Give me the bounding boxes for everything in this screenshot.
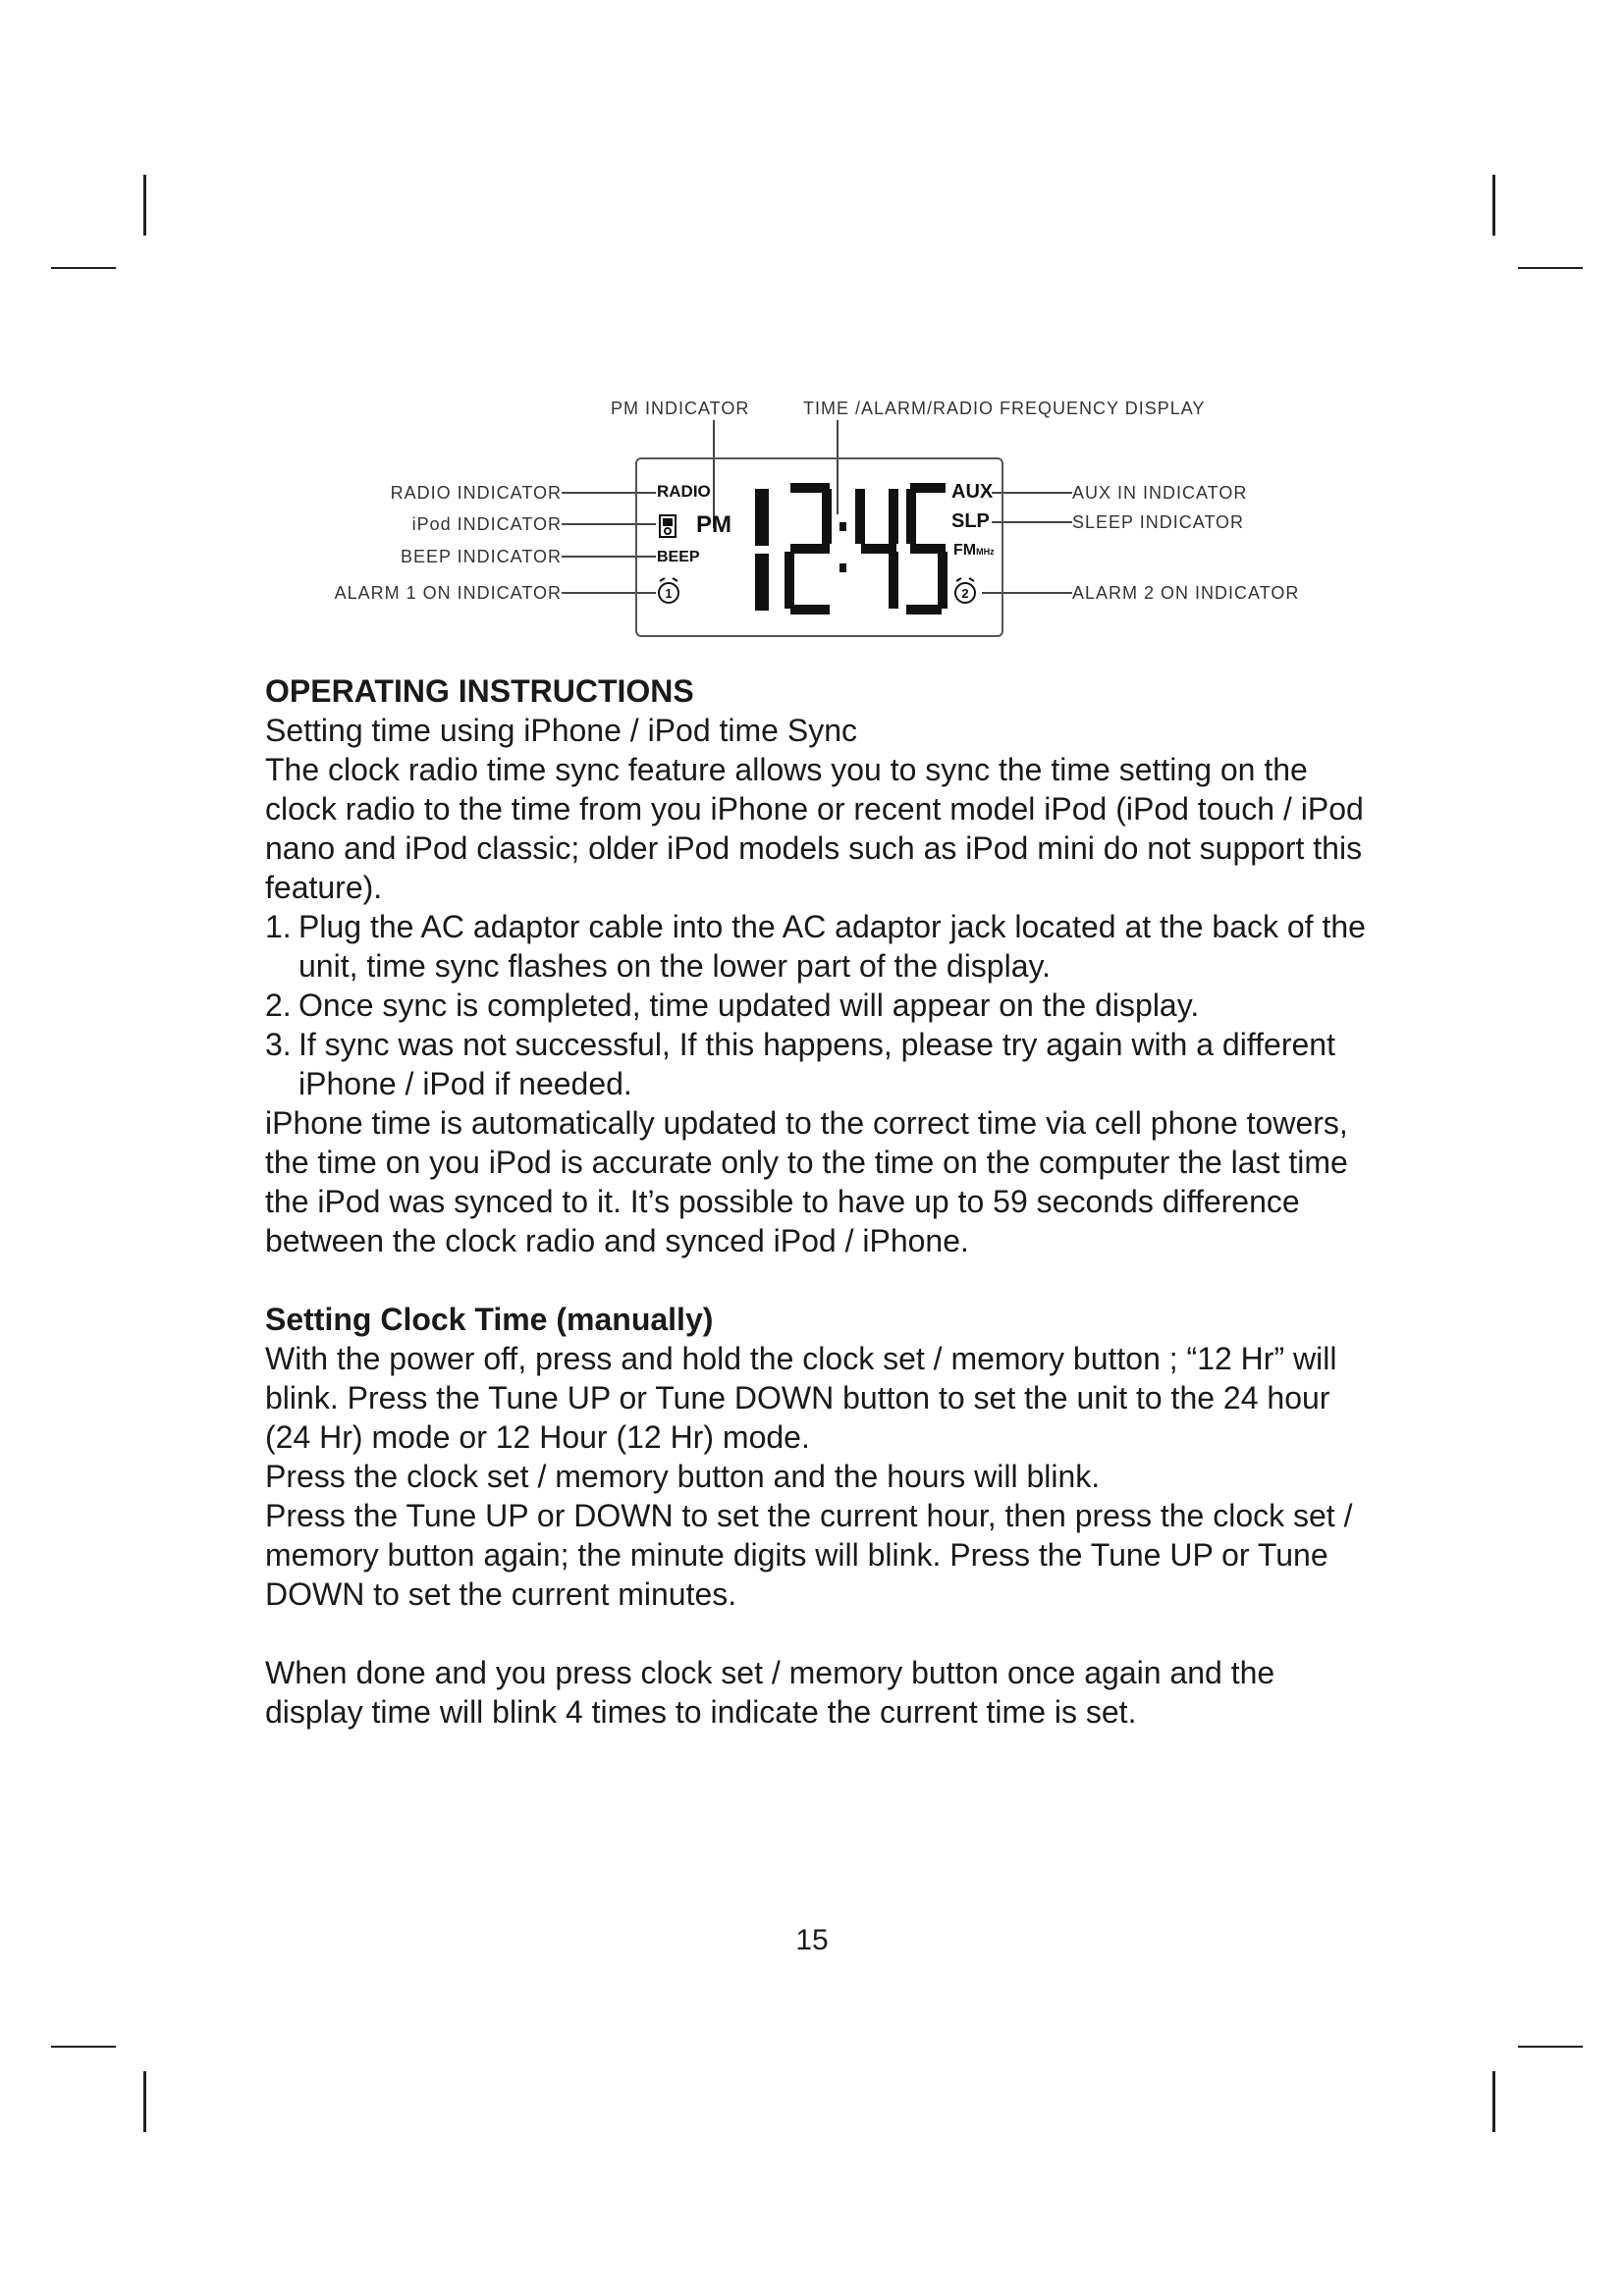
manual-paragraph: When done and you press clock set / memory button once again and the display time will blink 4 times to indicate the current time is set. xyxy=(265,1655,1275,1730)
sync-note: iPhone time is automatically updated to the correct time via cell phone towers, the time on you iPod is accurate only to the time on the computer the last time the iPod was synced to it. It’s possible to have up to 59 seconds difference between the clock radio and synced iPod / iPhone. xyxy=(265,1105,1348,1258)
alarm2-indicator-label: ALARM 2 ON INDICATOR xyxy=(1072,583,1300,603)
pm-indicator-label: PM INDICATOR xyxy=(611,399,750,418)
manual-paragraph: Press the Tune UP or DOWN to set the current hour, then press the clock set / memory button again; the minute digits will blink. Press the Tune UP or Tune DOWN to set the current minutes. xyxy=(265,1498,1353,1612)
svg-text:1: 1 xyxy=(665,586,673,601)
ipod-icon xyxy=(659,514,677,543)
connector-line xyxy=(992,492,1072,494)
crop-mark xyxy=(1492,2071,1495,2132)
list-number: 1. xyxy=(265,909,292,944)
list-number: 3. xyxy=(265,1027,292,1062)
aux-indicator-label: AUX IN INDICATOR xyxy=(1072,483,1248,503)
alarm-1-icon xyxy=(657,576,680,611)
aux-indicator: AUX xyxy=(951,481,994,503)
radio-indicator: RADIO xyxy=(657,482,711,501)
list-text: Plug the AC adaptor cable into the AC adaptor jack located at the back of the unit, time sync flashes on the lower part of the display. xyxy=(298,909,1366,984)
alarm1-indicator-label: ALARM 1 ON INDICATOR xyxy=(334,583,562,603)
operating-instructions xyxy=(265,671,1375,1732)
radio-indicator-label: RADIO INDICATOR xyxy=(390,483,562,503)
crop-mark xyxy=(1518,2046,1583,2048)
list-text: If sync was not successful, If this happens, please try again with a different iPhone / iPod if needed. xyxy=(298,1027,1335,1101)
sync-intro: The clock radio time sync feature allows you to sync the time setting on the clock radio to the time from you iPhone or recent model iPod (iPod touch / iPod nano and iPod classic; older iPod models such as iPod mini do not support this feature). xyxy=(265,752,1364,905)
crop-mark xyxy=(51,2046,116,2048)
list-text: Once sync is completed, time updated will appear on the display. xyxy=(298,988,1200,1023)
list-item xyxy=(265,1025,1375,1103)
lcd-diagram xyxy=(0,0,1624,687)
alarm-2-icon xyxy=(953,576,977,611)
sync-subheading: Setting time using iPhone / iPod time Sync xyxy=(265,713,857,748)
fm-indicator xyxy=(953,540,995,562)
pm-indicator: PM xyxy=(696,511,731,538)
time-display-label: TIME /ALARM/RADIO FREQUENCY DISPLAY xyxy=(803,399,1206,418)
section-heading: OPERATING INSTRUCTIONS xyxy=(265,673,694,709)
manual-paragraph: With the power off, press and hold the clock set / memory button ; “12 Hr” will blink. Press the Tune UP or Tune DOWN button to set the unit to the 24 hour (24 Hr) mode or 12 Hour (12 Hr) mode. xyxy=(265,1341,1337,1455)
sleep-indicator-label: SLEEP INDICATOR xyxy=(1072,512,1245,532)
manual-heading: Setting Clock Time (manually) xyxy=(265,1302,714,1337)
lcd-display xyxy=(635,457,1003,637)
time-digits xyxy=(745,479,942,616)
mhz-label: MHz xyxy=(976,547,995,557)
manual-paragraph: Press the clock set / memory button and the hours will blink. xyxy=(265,1459,1101,1494)
svg-text:2: 2 xyxy=(961,586,969,601)
beep-indicator-label: BEEP INDICATOR xyxy=(400,547,562,566)
list-item xyxy=(265,907,1375,986)
page-number: 15 xyxy=(795,1924,829,1956)
fm-label: FM xyxy=(953,542,977,559)
slp-indicator: SLP xyxy=(951,510,990,532)
list-item xyxy=(265,986,1375,1025)
beep-indicator: BEEP xyxy=(657,549,700,565)
ipod-indicator-label: iPod INDICATOR xyxy=(411,514,562,534)
connector-line xyxy=(992,521,1072,523)
crop-mark xyxy=(143,2071,146,2132)
list-number: 2. xyxy=(265,988,292,1023)
